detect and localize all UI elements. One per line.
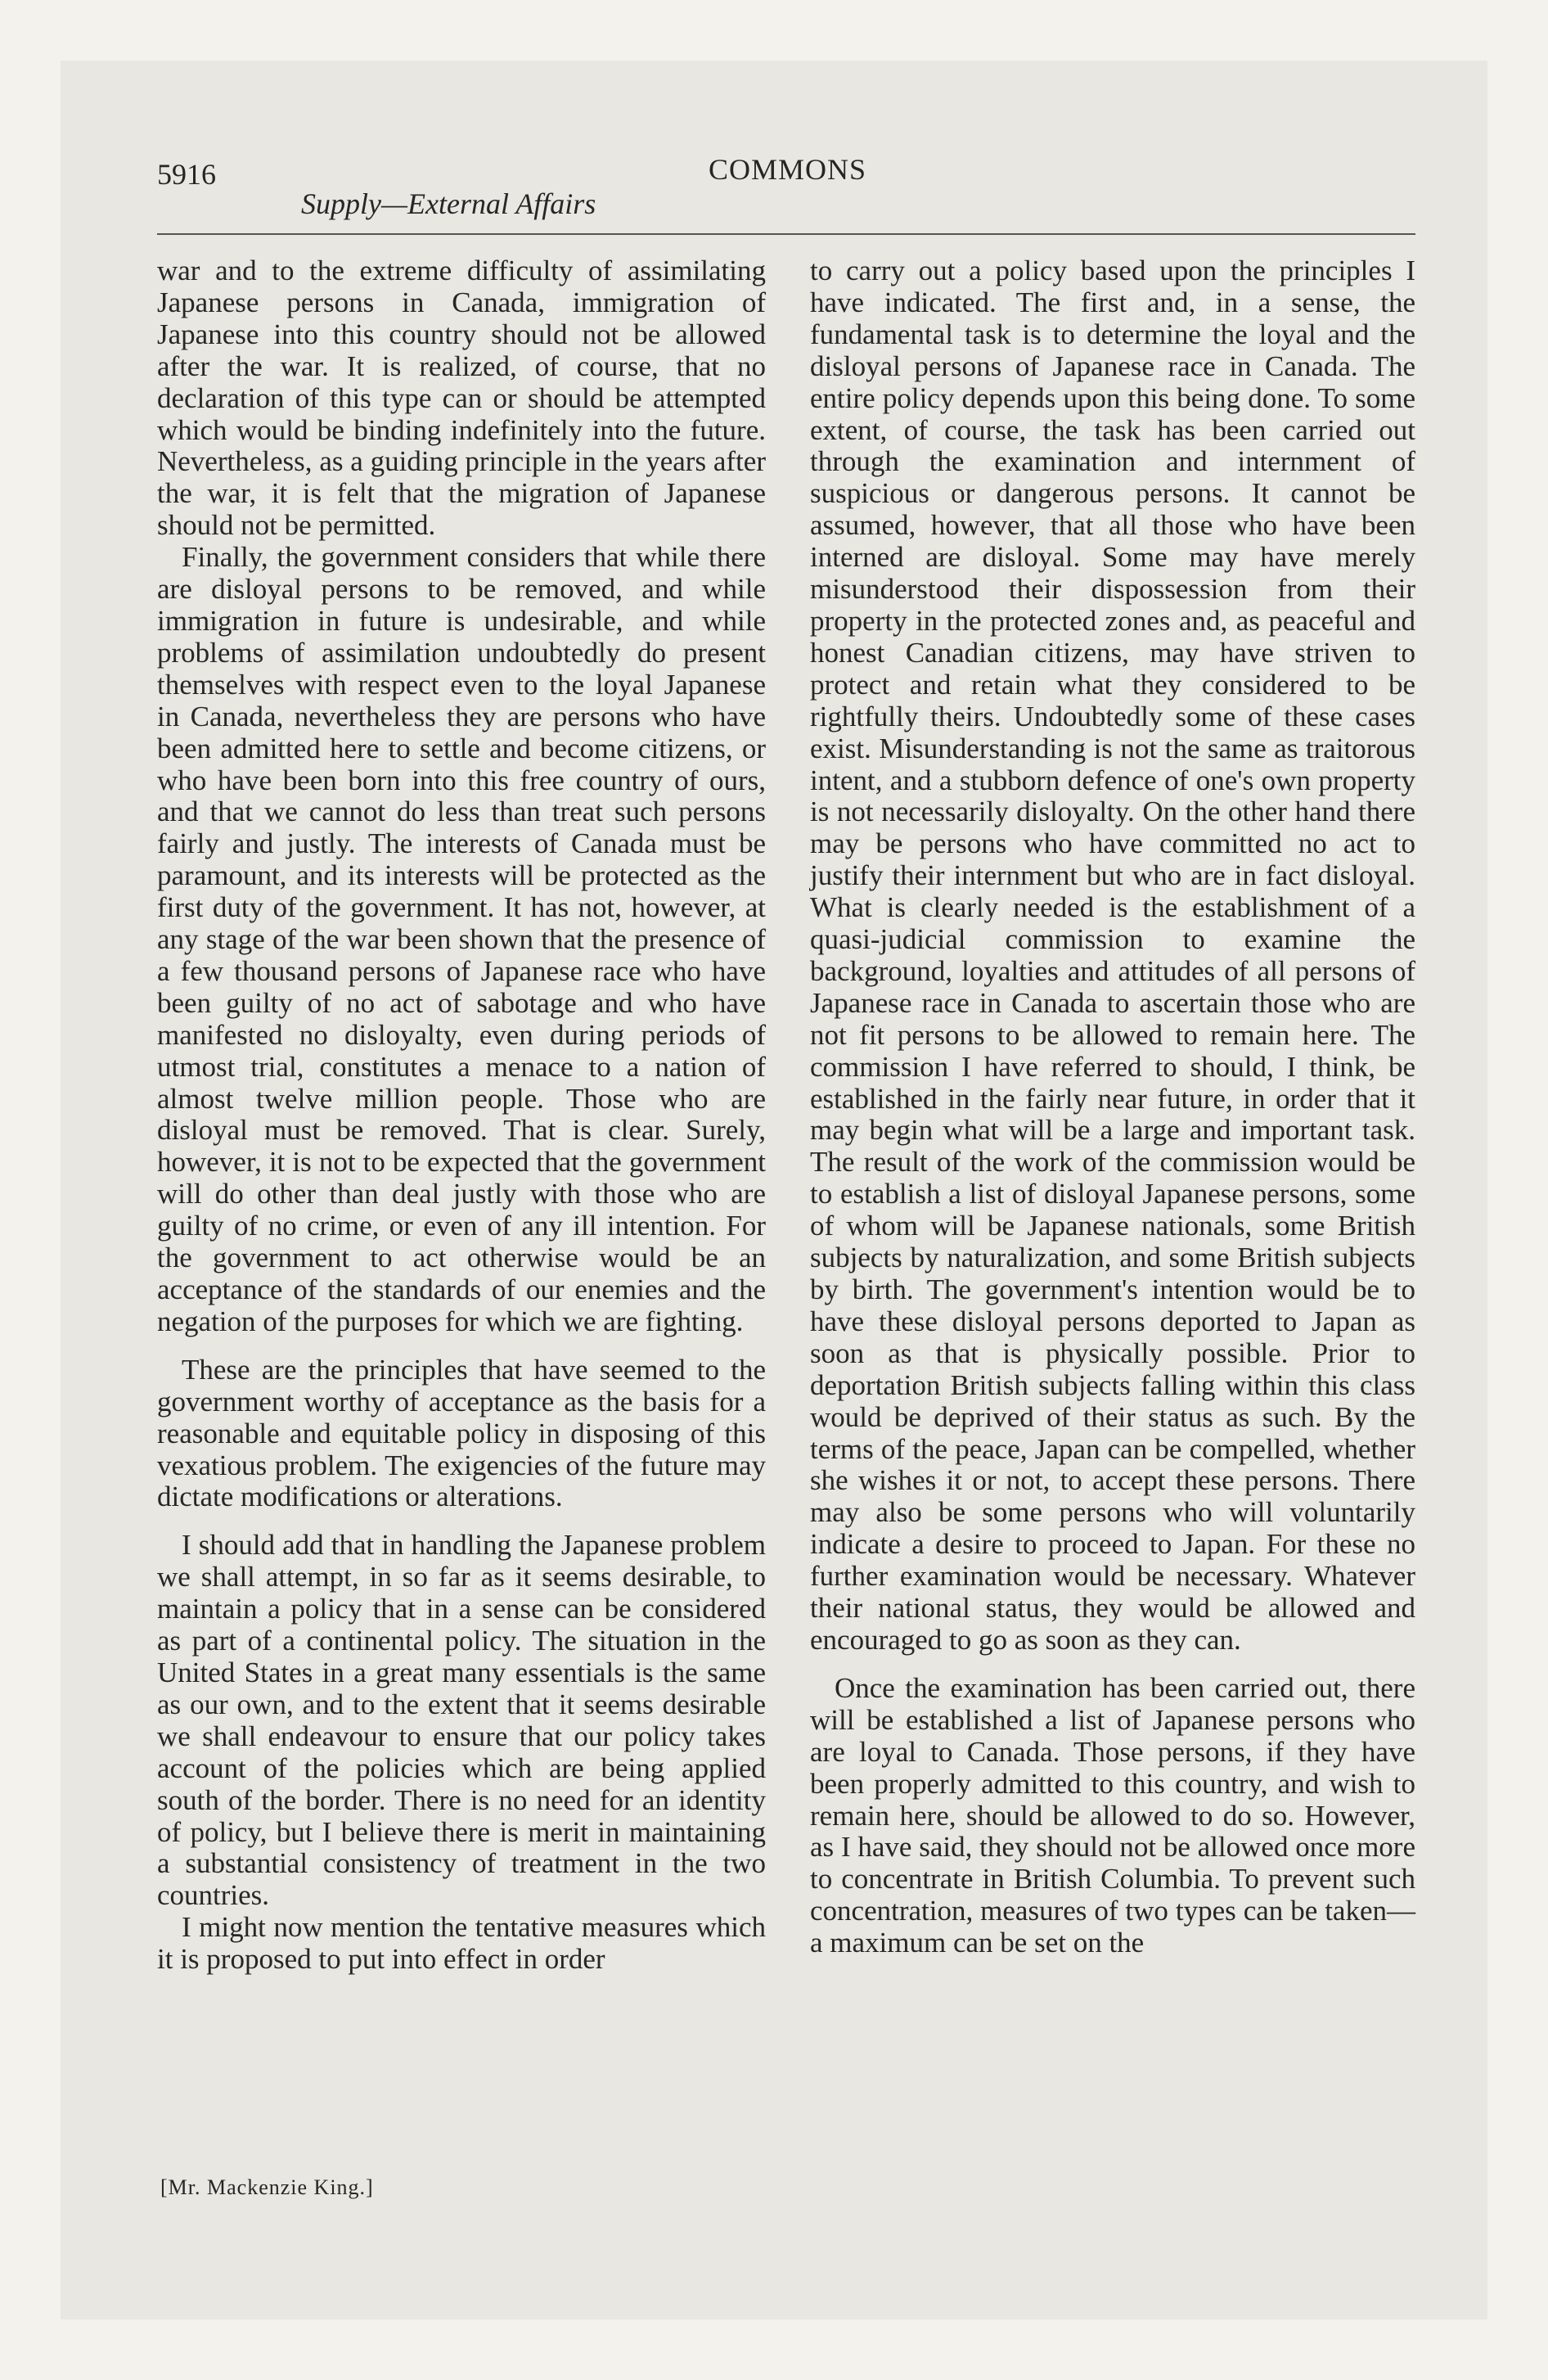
- right-column: [810, 255, 1415, 1959]
- left-paragraph-5: I might now mention the tentative measures which it is proposed to put into effect in order: [157, 1911, 766, 1976]
- right-paragraph-1: to carry out a policy based upon the principles I have indicated. The first and, in a sense, the fundamental task is to determine the loyal and the disloyal persons of Japanese race in Canada. The entire policy depends upon this being done. To some extent, of course, the task has been carried out through the examination and internment of suspicious or dangerous persons. It cannot be assumed, however, that all those who have been interned are disloyal. Some may have merely misunderstood their dispossession from their property in the protected zones and, as peaceful and honest Canadian citizens, may have striven to protect and retain what they considered to be rightfully theirs. Undoubtedly some of these cases exist. Misunderstanding is not the same as traitorous intent, and a stubborn defence of one's own property is not necessarily disloyalty. On the other hand there may be persons who have committed no act to justify their internment but who are in fact disloyal. What is clearly needed is the establishment of a quasi-judicial commission to examine the background, loyalties and attitudes of all persons of Japanese race in Canada to ascertain those who are not fit persons to be allowed to remain here. The commission I have referred to should, I think, be established in the fairly near future, in order that it may begin what will be a large and important task. The result of the work of the commission would be to establish a list of disloyal Japanese persons, some of whom will be Japanese nationals, some British subjects by naturalization, and some British subjects by birth. The government's intention would be to have these disloyal persons deported to Japan as soon as that is physically possible. Prior to deportation British subjects falling within this class would be deprived of their status as such. By the terms of the peace, Japan can be compelled, whether she wishes it or not, to accept these persons. There may also be some persons who will voluntarily indicate a desire to proceed to Japan. For these no further examination would be necessary. Whatever their national status, they would be allowed and encouraged to go as soon as they can.: [810, 255, 1415, 1656]
- left-paragraph-4: I should add that in handling the Japanese problem we shall attempt, in so far as it seems desirable, to maintain a policy that in a sense can be considered as part of a continental policy. The situation in the United States in a great many essentials is the same as our own, and to the extent that it seems desirable we shall endeavour to ensure that our policy takes account of the policies which are being applied south of the border. There is no need for an identity of policy, but I believe there is merit in maintaining a substantial consistency of treatment in the two countries.: [157, 1529, 766, 1912]
- left-paragraph-1: war and to the extreme difficulty of assimilating Japanese persons in Canada, immigration of Japanese into this country should not be allowed after the war. It is realized, of course, that no declaration of this type can or should be attempted which would be binding indefinitely into the future. Nevertheless, as a guiding principle in the years after the war, it is felt that the migration of Japanese should not be permitted.: [157, 255, 766, 542]
- left-paragraph-3: These are the principles that have seemed to the government worthy of acceptance as the basis for a reasonable and equitable policy in disposing of this vexatious problem. The exigencies of the future may dictate modifications or alterations.: [157, 1353, 766, 1513]
- right-paragraph-2: Once the examination has been carried out, there will be established a list of Japanese persons who are loyal to Canada. Those persons, if they have been properly admitted to this country, and wish to remain here, should be allowed to do so. However, as I have said, they should not be allowed once more to concentrate in British Columbia. To prevent such concentration, measures of two types can be taken—a maximum can be set on the: [810, 1671, 1415, 1959]
- left-paragraph-2: Finally, the government considers that while there are disloyal persons to be removed, and while immigration in future is undesirable, and while problems of assimilation undoubtedly do present themselves with respect even to the loyal Japanese in Canada, nevertheless they are persons who have been admitted here to settle and become citizens, or who have been born into this free country of ours, and that we cannot do less than treat such persons fairly and justly. The interests of Canada must be paramount, and its interests will be protected as the first duty of the government. It has not, however, at any stage of the war been shown that the presence of a few thousand persons of Japanese race who have been guilty of no act of sabotage and who have manifested no disloyalty, even during periods of utmost trial, constitutes a menace to a nation of almost twelve million people. Those who are disloyal must be removed. That is clear. Surely, however, it is not to be expected that the government will do other than deal justly with those who are guilty of no crime, or even of any ill intention. For the government to act otherwise would be an acceptance of the standards of our enemies and the negation of the purposes for which we are fighting.: [157, 541, 766, 1337]
- left-column: [157, 255, 766, 1976]
- journal-title: COMMONS: [709, 153, 867, 186]
- header-rule: [157, 233, 1415, 235]
- section-title: Supply—External Affairs: [301, 187, 596, 220]
- page-number: 5916: [157, 158, 216, 191]
- speaker-attribution: [Mr. Mackenzie King.]: [160, 2175, 374, 2199]
